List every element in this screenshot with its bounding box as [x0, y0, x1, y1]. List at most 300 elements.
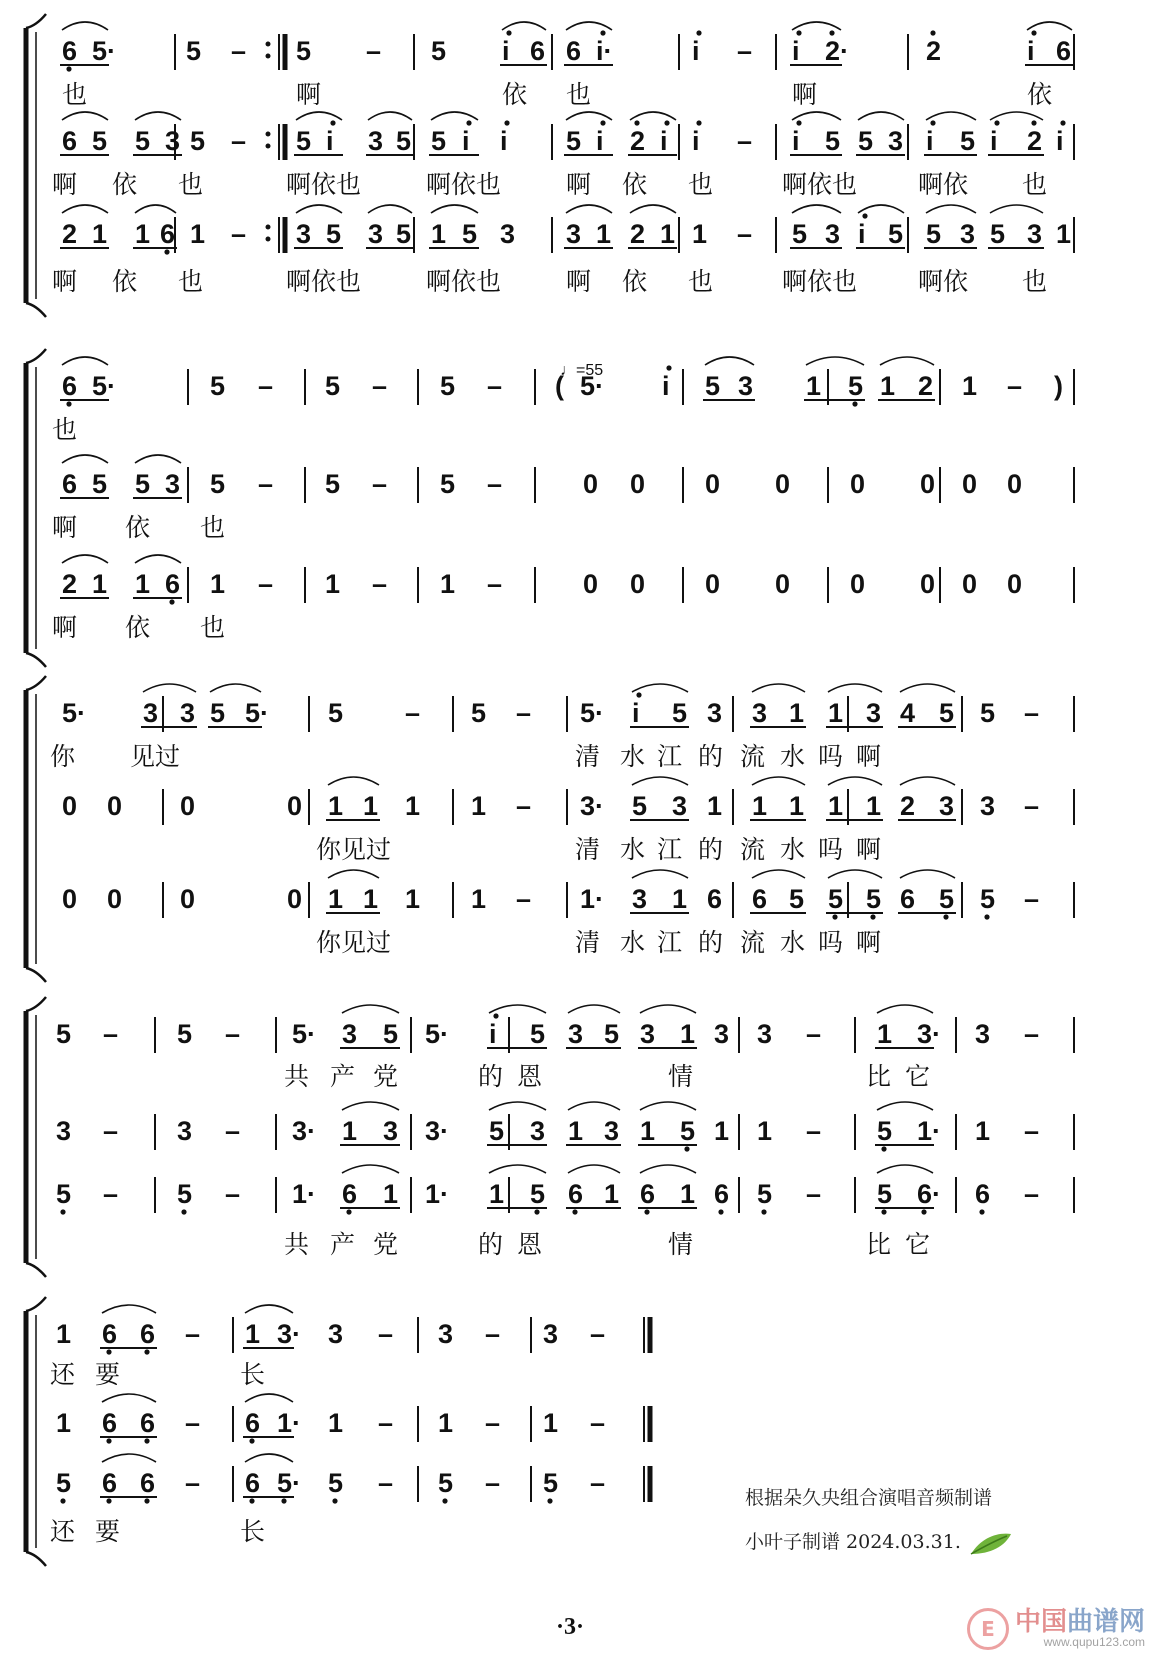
jianpu-note: 6 — [102, 1319, 118, 1349]
jianpu-note: – — [378, 1408, 394, 1438]
jianpu-note: i — [858, 219, 866, 249]
octave-dot-low — [164, 249, 169, 254]
octave-dot-low — [761, 1209, 766, 1214]
jianpu-note: i — [462, 126, 470, 156]
slur — [566, 112, 612, 120]
slur — [630, 112, 676, 120]
jianpu-note: 5 — [789, 884, 805, 914]
jianpu-note: 1 — [568, 1116, 584, 1146]
jianpu-note: – — [378, 1319, 394, 1349]
jianpu-note: 3 — [296, 219, 312, 249]
jianpu-note: 6 — [640, 1179, 656, 1209]
jianpu-note: 1 — [56, 1408, 72, 1438]
lyric-text: 共 — [284, 1062, 310, 1091]
jianpu-note: 5 — [56, 1179, 72, 1209]
jianpu-note: 5· — [92, 371, 117, 401]
jianpu-note: 3 — [975, 1019, 991, 1049]
lyric-text: 还 — [50, 1360, 76, 1389]
octave-dot-low — [106, 1349, 111, 1354]
jianpu-note: 1 — [135, 569, 151, 599]
bracket-hook-top — [26, 14, 46, 28]
jianpu-note: 0 — [107, 884, 123, 914]
jianpu-note: – — [1024, 1179, 1040, 1209]
jianpu-note: 1 — [962, 371, 978, 401]
jianpu-note: 2 — [926, 36, 942, 66]
repeat-dot — [266, 132, 271, 137]
octave-dot-high — [636, 692, 641, 697]
jianpu-note: 3 — [543, 1319, 559, 1349]
jianpu-note: 3 — [757, 1019, 773, 1049]
jianpu-note: 0 — [775, 569, 791, 599]
jianpu-note: 0 — [962, 469, 978, 499]
jianpu-note: 5 — [566, 126, 582, 156]
jianpu-note: – — [103, 1179, 119, 1209]
jianpu-note: 5 — [190, 126, 206, 156]
jianpu-note: 1 — [692, 219, 708, 249]
lyric-text: 啊 — [792, 80, 818, 109]
bracket-hook-bottom — [26, 968, 46, 982]
slur — [135, 112, 181, 120]
jianpu-note: 3 — [568, 1019, 584, 1049]
octave-dot-high — [696, 120, 701, 125]
jianpu-note: 0 — [962, 569, 978, 599]
jianpu-note: 6 — [62, 469, 78, 499]
jianpu-note: – — [590, 1468, 606, 1498]
jianpu-note: 2 — [630, 219, 646, 249]
octave-dot-low — [60, 1498, 65, 1503]
jianpu-note: – — [372, 371, 388, 401]
jianpu-note: 3· — [425, 1116, 450, 1146]
slur — [431, 112, 478, 120]
jianpu-note: 6 — [160, 219, 176, 249]
octave-dot-low — [943, 914, 948, 919]
octave-dot-low — [144, 1498, 149, 1503]
lyric-text: 还 — [50, 1517, 76, 1546]
slur — [1027, 22, 1072, 30]
lyric-text: 恩 — [517, 1062, 543, 1091]
slur — [431, 205, 478, 213]
slur — [566, 205, 612, 213]
slur — [705, 357, 754, 365]
lyric-text: 也 — [688, 267, 714, 296]
jianpu-note: 1 — [471, 791, 487, 821]
bracket-hook-bottom — [26, 1263, 46, 1277]
jianpu-note: – — [225, 1179, 241, 1209]
jianpu-note: – — [1024, 1019, 1040, 1049]
jianpu-note: 3 — [177, 1116, 193, 1146]
jianpu-note: 1 — [880, 371, 896, 401]
jianpu-note: 1 — [135, 219, 151, 249]
lyric-text: 也 — [62, 80, 88, 109]
jianpu-note: 5 — [980, 698, 996, 728]
octave-dot-high — [796, 30, 801, 35]
lyric-text: 啊 — [52, 170, 78, 199]
jianpu-note: 5 — [186, 36, 202, 66]
jianpu-note: 1 — [672, 884, 688, 914]
slur — [62, 112, 108, 120]
jianpu-note: i — [502, 36, 510, 66]
lyric-text: 产 — [330, 1062, 356, 1091]
lyric-text: 恩 — [517, 1230, 543, 1259]
jianpu-note: – — [1024, 791, 1040, 821]
jianpu-note: 1 — [56, 1319, 72, 1349]
slur — [135, 205, 176, 213]
slur — [900, 870, 955, 878]
jianpu-note: 5 — [877, 1116, 893, 1146]
lyric-text: 水 — [620, 742, 646, 771]
jianpu-note: 6 — [342, 1179, 358, 1209]
jianpu-note: 1 — [431, 219, 447, 249]
watermark-name-blue: 曲谱网 — [1066, 1607, 1145, 1638]
slur — [102, 1454, 156, 1462]
octave-dot-high — [796, 120, 801, 125]
lyric-text: 党 — [373, 1230, 399, 1259]
lyric-text: 江 — [657, 835, 683, 864]
jianpu-note: 0 — [775, 469, 791, 499]
jianpu-note: – — [806, 1179, 822, 1209]
slur — [640, 1005, 696, 1013]
jianpu-note: – — [185, 1319, 201, 1349]
jianpu-note: – — [516, 698, 532, 728]
jianpu-note: 5 — [56, 1019, 72, 1049]
jianpu-note: – — [485, 1408, 501, 1438]
octave-dot-low — [547, 1498, 552, 1503]
jianpu-note: 0 — [583, 469, 599, 499]
octave-dot-high — [664, 120, 669, 125]
jianpu-note: 5 — [56, 1468, 72, 1498]
slur — [630, 205, 676, 213]
jianpu-note: 6 — [714, 1179, 730, 1209]
slur — [489, 1165, 546, 1173]
jianpu-note: 6 — [102, 1408, 118, 1438]
octave-dot-low — [852, 401, 857, 406]
slur — [806, 357, 864, 365]
jianpu-note: 5 — [135, 469, 151, 499]
jianpu-note: 1 — [543, 1408, 559, 1438]
jianpu-note: – — [258, 469, 274, 499]
jianpu-note: 1 — [328, 791, 344, 821]
jianpu-note: 1 — [328, 1408, 344, 1438]
jianpu-note: i — [692, 126, 700, 156]
jianpu-note: – — [103, 1116, 119, 1146]
slur — [632, 684, 688, 692]
watermark-url: www.qupu123.com — [1043, 1635, 1145, 1650]
lyric-text: 的 — [698, 835, 724, 864]
jianpu-note: 3 — [738, 371, 754, 401]
slur — [828, 777, 882, 785]
slur — [877, 1005, 933, 1013]
jianpu-note: i — [792, 126, 800, 156]
jianpu-note: 5 — [877, 1179, 893, 1209]
jianpu-note: 2 — [62, 219, 78, 249]
lyric-text: 的 — [698, 928, 724, 957]
slur — [880, 357, 934, 365]
slur — [489, 1102, 546, 1110]
octave-dot-high — [466, 120, 471, 125]
bracket-hook-bottom — [26, 1552, 46, 1566]
jianpu-note: 1 — [190, 219, 206, 249]
repeat-dot — [266, 54, 271, 59]
jianpu-note: – — [487, 469, 503, 499]
slur — [926, 112, 976, 120]
jianpu-note: – — [590, 1408, 606, 1438]
lyric-text: 啊 — [856, 835, 882, 864]
octave-dot-high — [1031, 120, 1036, 125]
octave-dot-low — [534, 1209, 539, 1214]
lyric-text: 见过 — [130, 742, 181, 771]
jianpu-note: i — [660, 126, 668, 156]
jianpu-note: 1· — [292, 1179, 317, 1209]
slur — [135, 555, 181, 563]
jianpu-note: 5 — [396, 219, 412, 249]
jianpu-note: 5 — [939, 884, 955, 914]
octave-dot-low — [106, 1438, 111, 1443]
lyric-text: 产 — [330, 1230, 356, 1259]
octave-dot-low — [249, 1438, 254, 1443]
jianpu-note: 4 — [900, 698, 916, 728]
octave-dot-low — [684, 1146, 689, 1151]
jianpu-note: 5 — [866, 884, 882, 914]
jianpu-note: 0 — [180, 791, 196, 821]
lyric-text: 也 — [200, 613, 226, 642]
jianpu-note: 3· — [277, 1319, 302, 1349]
jianpu-note: 1 — [714, 1116, 730, 1146]
lyric-text: 要 — [95, 1360, 121, 1389]
octave-dot-low — [249, 1498, 254, 1503]
jianpu-note: 5 — [92, 469, 108, 499]
lyric-text: 啊依也 — [286, 267, 362, 296]
jianpu-note: 5 — [325, 469, 341, 499]
lyric-text: 啊 — [296, 80, 322, 109]
jianpu-note: 5 — [757, 1179, 773, 1209]
slur — [143, 684, 196, 692]
slur — [632, 777, 688, 785]
lyric-text: 比 — [866, 1062, 892, 1091]
jianpu-note: – — [806, 1019, 822, 1049]
repeat-dot — [266, 237, 271, 242]
jianpu-note: 5 — [939, 698, 955, 728]
jianpu-note: 3 — [368, 126, 384, 156]
jianpu-note: 1 — [383, 1179, 399, 1209]
jianpu-note: 1 — [92, 569, 108, 599]
jianpu-note: 3· — [580, 791, 605, 821]
jianpu-note: 5 — [438, 1468, 454, 1498]
octave-dot-high — [600, 120, 605, 125]
jianpu-note: 1 — [680, 1019, 696, 1049]
lyric-text: 清 — [575, 742, 601, 771]
slur — [877, 1102, 933, 1110]
lyric-text: 情 — [668, 1062, 694, 1091]
repeat-dot — [266, 225, 271, 230]
jianpu-note: 5 — [828, 884, 844, 914]
jianpu-note: 5· — [245, 698, 270, 728]
jianpu-note: 2· — [825, 36, 850, 66]
jianpu-note: 1 — [363, 884, 379, 914]
lyric-text: 的 — [698, 742, 724, 771]
jianpu-note: 3 — [866, 698, 882, 728]
lyric-text: 水 — [780, 835, 806, 864]
lyric-text: 也 — [200, 513, 226, 542]
lyric-text: 你见过 — [316, 835, 392, 864]
lyric-text: 长 — [240, 1360, 266, 1389]
bracket-hook-top — [26, 676, 46, 690]
watermark-name-red: 中国 — [1014, 1607, 1067, 1638]
jianpu-note: 0 — [920, 569, 936, 599]
jianpu-note: 6· — [917, 1179, 942, 1209]
lyric-text: 也 — [52, 415, 78, 444]
octave-dot-low — [332, 1498, 337, 1503]
credit-author-text: 小叶子制谱 2024.03.31. — [745, 1531, 961, 1553]
jianpu-note: 1 — [757, 1116, 773, 1146]
jianpu-note: 3 — [530, 1116, 546, 1146]
jianpu-note: 1 — [789, 791, 805, 821]
slur — [489, 1005, 546, 1013]
jianpu-note: 1· — [580, 884, 605, 914]
jianpu-note: i — [792, 36, 800, 66]
jianpu-note: 3 — [165, 126, 181, 156]
slur — [858, 205, 904, 213]
jianpu-note: 0 — [630, 469, 646, 499]
lyric-text: 啊 — [52, 267, 78, 296]
lyric-text: 流 — [740, 835, 766, 864]
octave-dot-low — [572, 1209, 577, 1214]
jianpu-note: 1 — [806, 371, 822, 401]
jianpu-note: 0 — [705, 569, 721, 599]
slur — [245, 1394, 293, 1402]
jianpu-note: – — [372, 469, 388, 499]
jianpu-note: 5 — [440, 371, 456, 401]
lyric-text: 清 — [575, 835, 601, 864]
slur — [296, 112, 342, 120]
jianpu-note: 1· — [277, 1408, 302, 1438]
jianpu-note: – — [366, 36, 382, 66]
lyric-text: 啊 — [856, 928, 882, 957]
lyric-text: 江 — [657, 928, 683, 957]
jianpu-note: – — [378, 1468, 394, 1498]
jianpu-note: 3 — [143, 698, 159, 728]
jianpu-note: 2 — [918, 371, 934, 401]
jianpu-note: 6 — [62, 371, 78, 401]
octave-dot-high — [493, 1013, 498, 1018]
bracket-hook-bottom — [26, 653, 46, 667]
leaf-icon — [967, 1528, 1013, 1558]
octave-dot-low — [144, 1349, 149, 1354]
jianpu-note: – — [516, 791, 532, 821]
lyric-text: 你 — [50, 742, 76, 771]
slur — [640, 1102, 696, 1110]
slur — [342, 1005, 399, 1013]
jianpu-note: 1 — [440, 569, 456, 599]
slur — [990, 205, 1043, 213]
octave-dot-high — [994, 120, 999, 125]
bracket-hook-top — [26, 1297, 46, 1311]
lyric-text: 清 — [575, 928, 601, 957]
lyric-text: 要 — [95, 1517, 121, 1546]
octave-dot-low — [921, 1209, 926, 1214]
lyric-text: 也 — [1022, 170, 1048, 199]
jianpu-note: 3 — [180, 698, 196, 728]
jianpu-note: 6 — [102, 1468, 118, 1498]
jianpu-note: 5 — [383, 1019, 399, 1049]
jianpu-note: 1 — [604, 1179, 620, 1209]
lyric-text: 啊 — [52, 613, 78, 642]
lyric-text: 也 — [178, 267, 204, 296]
jianpu-note: 3· — [917, 1019, 942, 1049]
octave-dot-high — [930, 30, 935, 35]
jianpu-note: 5 — [210, 371, 226, 401]
lyric-text: 水 — [620, 928, 646, 957]
jianpu-note: 3 — [714, 1019, 730, 1049]
octave-dot-low — [984, 914, 989, 919]
lyric-text: 水 — [780, 928, 806, 957]
octave-dot-high — [666, 365, 671, 370]
lyric-text: 的 — [478, 1230, 504, 1259]
slur — [102, 1394, 156, 1402]
lyric-text: 水 — [620, 835, 646, 864]
lyric-text: 啊依也 — [426, 170, 502, 199]
jianpu-note: 3 — [604, 1116, 620, 1146]
jianpu-note: 5 — [440, 469, 456, 499]
lyric-text: 吗 — [818, 835, 844, 864]
octave-dot-low — [346, 1209, 351, 1214]
jianpu-note: 6 — [752, 884, 768, 914]
jianpu-note: – — [806, 1116, 822, 1146]
jianpu-note: 6 — [568, 1179, 584, 1209]
slur — [858, 112, 904, 120]
slur — [568, 1005, 620, 1013]
jianpu-note: 6 — [1056, 36, 1072, 66]
jianpu-note: 5· — [580, 371, 605, 401]
jianpu-note: – — [737, 126, 753, 156]
jianpu-note: – — [485, 1468, 501, 1498]
jianpu-note: – — [372, 569, 388, 599]
octave-dot-high — [1031, 30, 1036, 35]
jianpu-note: 1 — [789, 698, 805, 728]
jianpu-note: 1 — [640, 1116, 656, 1146]
jianpu-note: 5 — [672, 698, 688, 728]
lyric-text: 啊依 — [918, 267, 969, 296]
bracket-hook-top — [26, 997, 46, 1011]
slur — [752, 684, 805, 692]
lyric-text: 啊依也 — [782, 267, 858, 296]
jianpu-note: 1 — [342, 1116, 358, 1146]
lyric-text: 也 — [688, 170, 714, 199]
octave-dot-low — [66, 401, 71, 406]
jianpu-note: – — [487, 371, 503, 401]
jianpu-note: – — [737, 36, 753, 66]
slur — [566, 22, 612, 30]
tempo-marking: ♩=55 — [560, 362, 604, 379]
octave-dot-low — [832, 914, 837, 919]
repeat-dot — [266, 42, 271, 47]
jianpu-note: – — [1024, 1116, 1040, 1146]
jianpu-note: 6 — [140, 1468, 156, 1498]
jianpu-note: 1 — [245, 1319, 261, 1349]
jianpu-note: 3 — [707, 698, 723, 728]
jianpu-note: 5 — [543, 1468, 559, 1498]
jianpu-note: – — [185, 1408, 201, 1438]
jianpu-note: 1· — [917, 1116, 942, 1146]
slur — [245, 1305, 293, 1313]
jianpu-note: 5 — [135, 126, 151, 156]
jianpu-note: 1 — [405, 884, 421, 914]
jianpu-note: 6 — [165, 569, 181, 599]
lyric-text: 啊 — [52, 513, 78, 542]
slur — [752, 870, 805, 878]
slur — [752, 777, 805, 785]
jianpu-note: 5 — [296, 36, 312, 66]
jianpu-note: 0 — [62, 791, 78, 821]
